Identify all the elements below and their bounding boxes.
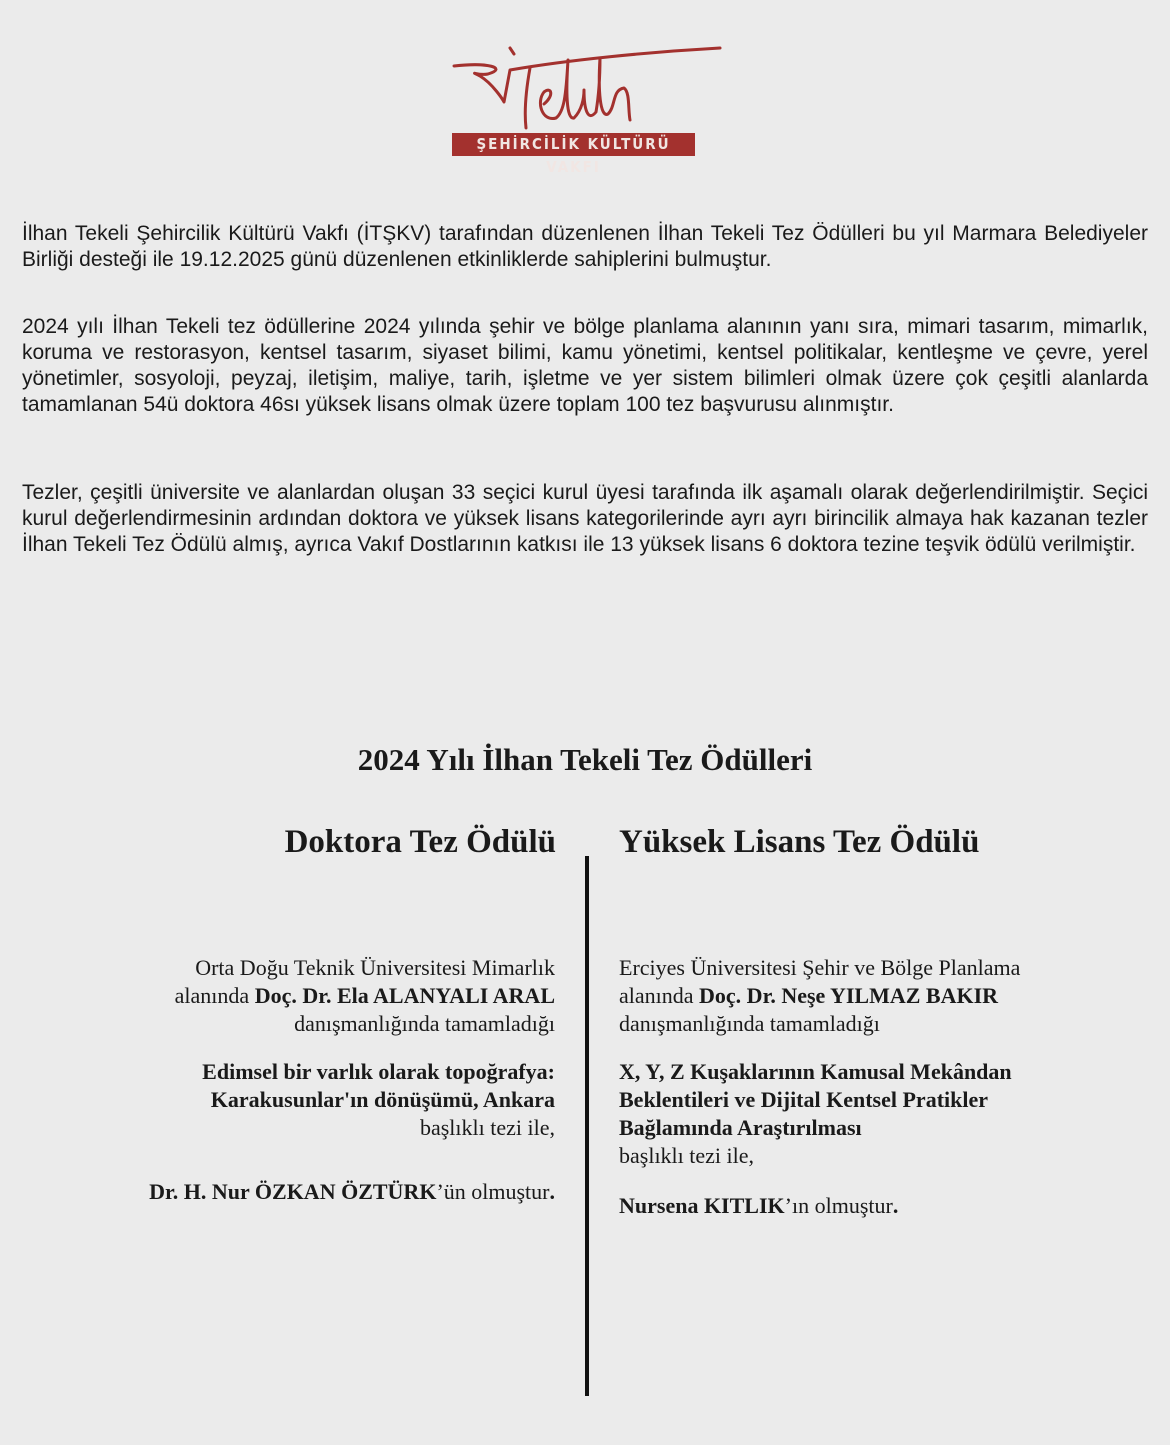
thesis-title-line: Edimsel bir varlık olarak topoğrafya: — [202, 1059, 555, 1084]
advisor-suffix: danışmanlığında tamamladığı — [619, 1011, 880, 1036]
masters-award — [619, 954, 1139, 1220]
field-prefix: alanında — [619, 983, 700, 1008]
evaluation-paragraph: Tezler, çeşitli üniversite ve alanlardan oluşan 33 seçici kurul üyesi tarafında ilk aşamalı olarak değerlendirilmiştir. Seçici kurul değerlendirmesinin ardından doktora ve yüksek lisans kategorilerinde ayrı ayrı birincilik almaya hak kazanan tezler İlhan Tekeli Tez Ödülü almış, ayrıca Vakıf Dostlarının katkısı ile 13 yüksek lisans 6 doktora tezine teşvik ödülü verilmiştir. — [22, 481, 1148, 556]
awards-title: 2024 Yılı İlhan Tekeli Tez Ödülleri — [357, 742, 813, 777]
column-divider — [585, 856, 589, 1396]
period: . — [892, 1193, 899, 1218]
thesis-title-line: Bağlamında Araştırılması — [619, 1115, 862, 1140]
thesis-suffix: başlıklı tezi ile, — [619, 1143, 755, 1168]
advisor: Doç. Dr. Neşe YILMAZ BAKIR — [699, 983, 999, 1008]
university: Erciyes Üniversitesi Şehir ve Bölge Planlama — [619, 955, 1021, 980]
applications-paragraph: 2024 yılı İlhan Tekeli tez ödüllerine 2024 yılında şehir ve bölge planlama alanının yanı sıra, mimari tasarım, mimarlık, koruma ve restorasyon, kentsel tasarım, siyaset bilimi, kamu yönetimi, kentsel politikalar, kentleşme ve çevre, yerel yönetimler, sosyoloji, peyzaj, iletişim, maliye, tarih, işletme ve yer sistem bilimleri olmak üzere çok çeşitli alanlarda tamamlanan 54ü doktora 46sı yüksek lisans olmak üzere toplam 100 tez başvurusu alınmıştır. — [22, 315, 1148, 416]
logo-banner: ŞEHİRCİLİK KÜLTÜRÜ VAKFI — [452, 133, 695, 156]
winner-name: Dr. H. Nur ÖZKAN ÖZTÜRK — [149, 1179, 437, 1204]
thesis-title-line: Beklentileri ve Dijital Kentsel Pratikler — [619, 1087, 989, 1112]
thesis-title-line: X, Y, Z Kuşaklarının Kamusal Mekândan — [619, 1059, 1012, 1084]
advisor-suffix: danışmanlığında tamamladığı — [294, 1011, 555, 1036]
advisor: Doç. Dr. Ela ALANYALI ARAL — [254, 983, 555, 1008]
masters-heading: Yüksek Lisans Tez Ödülü — [619, 824, 980, 860]
doctoral-award — [35, 954, 555, 1206]
winner-name: Nursena KITLIK — [619, 1193, 785, 1218]
university: Orta Doğu Teknik Üniversitesi Mimarlık — [195, 955, 555, 980]
winner-suffix: ’ın olmuştur — [784, 1193, 893, 1218]
winner-suffix: ’ün olmuştur — [436, 1179, 550, 1204]
thesis-suffix: başlıklı tezi ile, — [419, 1115, 555, 1140]
period: . — [549, 1179, 555, 1204]
intro-paragraph: İlhan Tekeli Şehircilik Kültürü Vakfı (İTŞKV) tarafından düzenlenen İlhan Tekeli Tez Ödülleri bu yıl Marmara Belediyeler Birliği desteği ile 19.12.2025 günü düzenlenen etkinliklerde sahiplerini bulmuştur. — [22, 222, 1148, 271]
field-prefix: alanında — [174, 983, 255, 1008]
doctoral-heading: Doktora Tez Ödülü — [284, 824, 556, 860]
thesis-title-line: Karakusunlar'ın dönüşümü, Ankara — [210, 1087, 555, 1112]
